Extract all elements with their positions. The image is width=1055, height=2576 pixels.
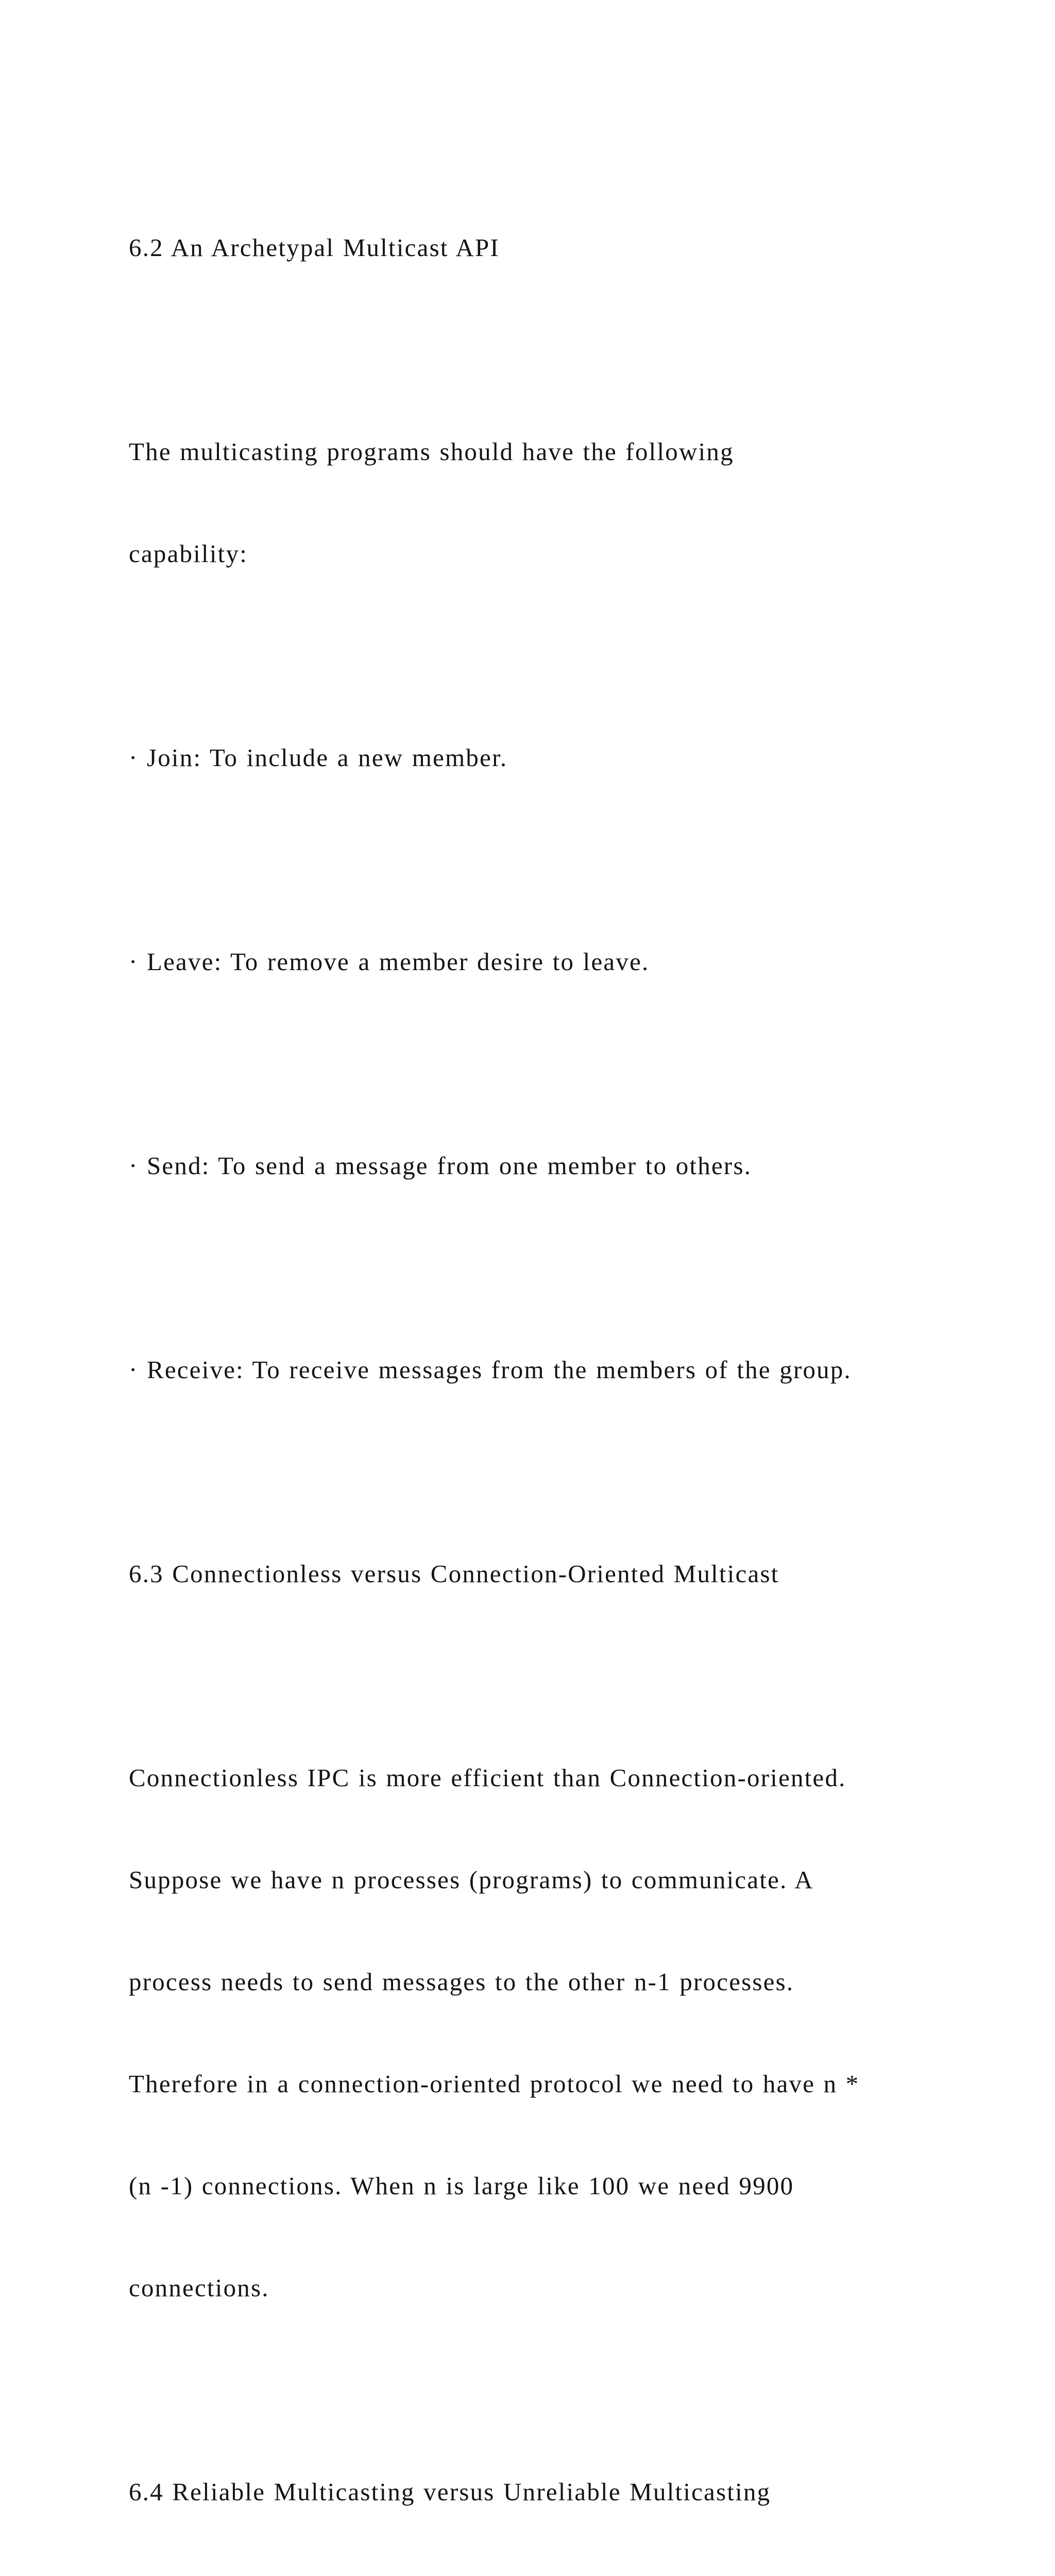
list-item: · Send: To send a message from one member to others. bbox=[129, 1151, 752, 1180]
heading-text: 6.3 Connectionless versus Connection-Oriented Multicast bbox=[129, 1560, 779, 1588]
text-line: process needs to send messages to the other n-1 processes. bbox=[129, 1968, 794, 1996]
text-line: (n -1) connections. When n is large like 100 we need 9900 bbox=[129, 2172, 794, 2200]
text-line: connections. bbox=[129, 2274, 269, 2302]
section-heading-6-2 bbox=[129, 163, 974, 333]
capability-join bbox=[129, 673, 974, 843]
intro-paragraph bbox=[129, 367, 974, 639]
capability-receive bbox=[129, 1285, 974, 1455]
heading-text: 6.2 An Archetypal Multicast API bbox=[129, 233, 500, 262]
text-line: Suppose we have n processes (programs) to communicate. A bbox=[129, 1866, 814, 1894]
list-item: · Leave: To remove a member desire to leave. bbox=[129, 947, 650, 976]
section-heading-6-3 bbox=[129, 1489, 974, 1659]
document-body bbox=[129, 163, 974, 2576]
list-item: · Receive: To receive messages from the members of the group. bbox=[129, 1355, 852, 1384]
list-item: · Join: To include a new member. bbox=[129, 743, 508, 772]
capability-leave bbox=[129, 877, 974, 1047]
section-heading-6-4 bbox=[129, 2407, 974, 2576]
text-line: Therefore in a connection-oriented protocol we need to have n * bbox=[129, 2070, 860, 2098]
text-line: capability: bbox=[129, 539, 248, 568]
text-line: The multicasting programs should have the following bbox=[129, 437, 734, 466]
text-line: Connectionless IPC is more efficient than Connection-oriented. bbox=[129, 1764, 846, 1792]
heading-text: 6.4 Reliable Multicasting versus Unreliable Multicasting bbox=[129, 2478, 771, 2506]
connectionless-paragraph bbox=[129, 1693, 974, 2373]
capability-send bbox=[129, 1081, 974, 1251]
